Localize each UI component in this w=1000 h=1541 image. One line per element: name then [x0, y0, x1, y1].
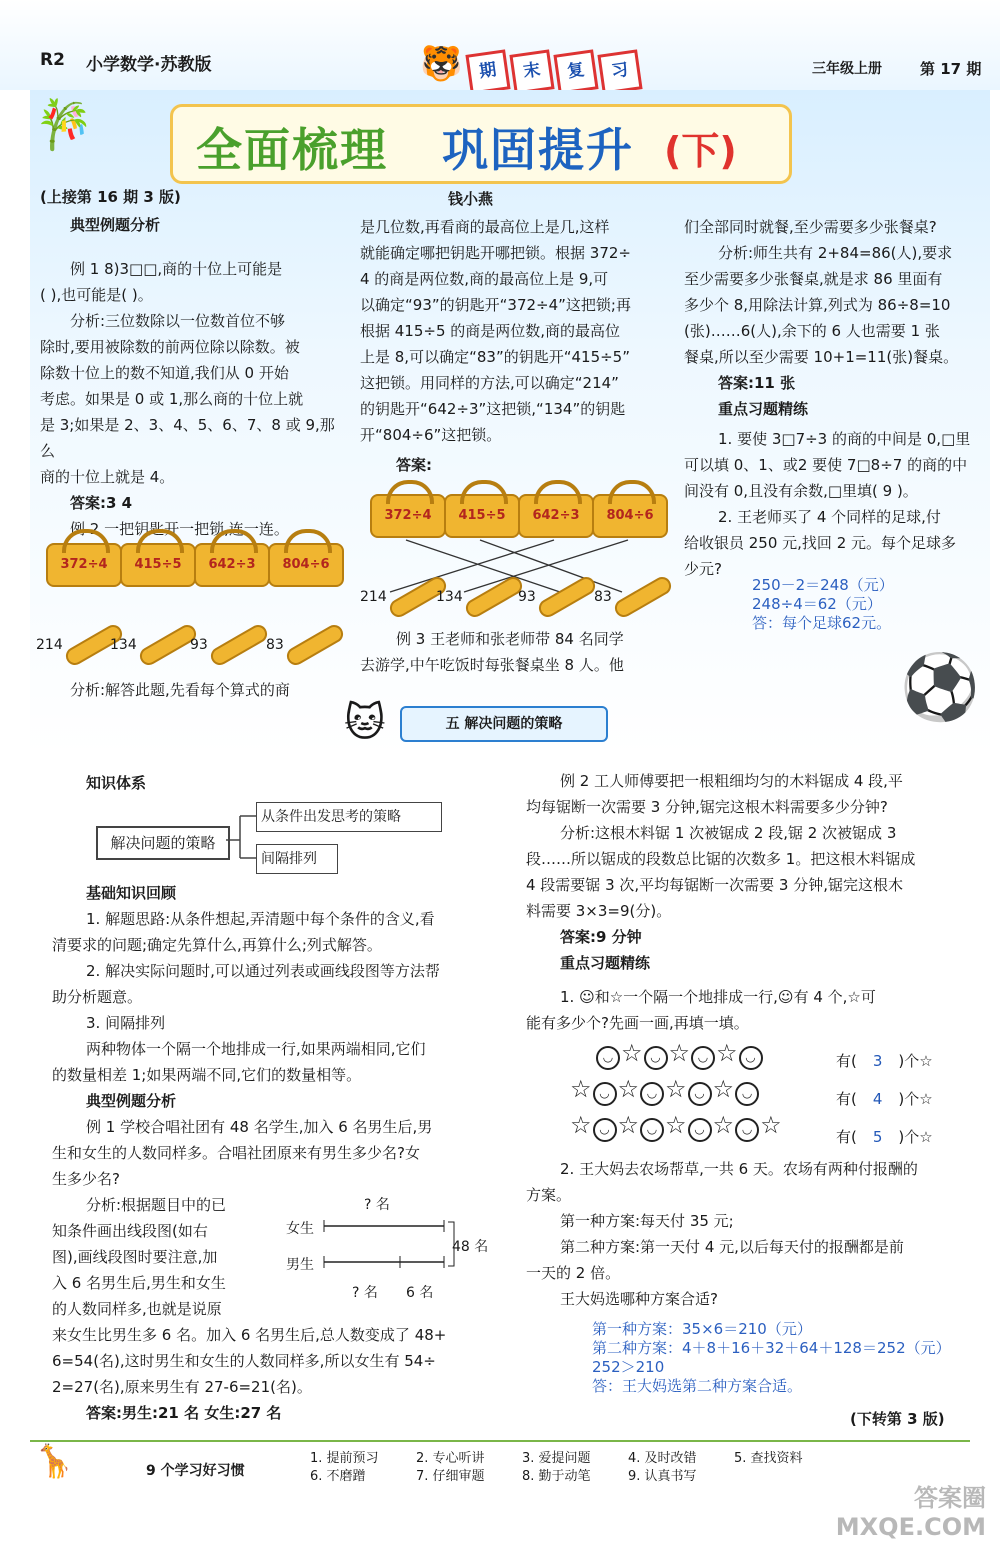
- habit-item: 9. 认真书写: [628, 1469, 697, 1484]
- lock: 415÷5: [444, 494, 520, 538]
- q2-line: 2. 王老师买了 4 个同样的足球,付: [718, 508, 941, 526]
- key: [190, 636, 270, 654]
- handwritten-answer: [592, 1320, 951, 1396]
- habit-item: 1. 提前预习: [310, 1451, 379, 1466]
- basics-line: 助分析题意。: [52, 988, 143, 1006]
- smile-icon: ◡: [735, 1118, 759, 1142]
- header-tag-2: 末: [509, 49, 554, 94]
- q2-line: 第一种方案:每天付 35 元;: [560, 1212, 734, 1230]
- ex2-analysis-line: 料需要 3×3=9(分)。: [526, 902, 672, 920]
- smile-icon: ◡: [593, 1118, 617, 1142]
- tree-branch: 间隔排列: [256, 844, 338, 874]
- count-post: )个☆: [898, 1090, 933, 1108]
- ex1-analysis-line: 图),画线段图时要注意,加: [52, 1248, 218, 1266]
- lock: 415÷5: [120, 543, 196, 587]
- footer-title: 9 个学习好习惯: [146, 1463, 245, 1479]
- handwritten-answer: [752, 576, 894, 633]
- column-3: [684, 214, 984, 582]
- key-label: 93: [518, 589, 536, 605]
- header-tag-3: 复: [553, 49, 598, 94]
- smile-icon: ◡: [596, 1046, 620, 1070]
- analysis-line: 分析:三位数除以一位数首位不够: [70, 312, 286, 330]
- q1-line: 可以填 0、1、或2 要使 7□8÷7 的商的中: [684, 456, 968, 474]
- example3-line: 例 3 王老师和张老师带 84 名同学: [396, 630, 624, 648]
- key-label: 83: [266, 637, 284, 653]
- ex1-answer: 答案:男生:21 名 女生:27 名: [86, 1404, 282, 1422]
- section-title: 五 解决问题的策略: [400, 706, 608, 742]
- analysis-line: 商的十位上就是 4。: [40, 468, 175, 486]
- hw-line: 250－2＝248（元）: [752, 576, 894, 594]
- tree-root: 解决问题的策略: [96, 826, 230, 860]
- q2-line: 2. 王大妈去农场帮草,一共 6 天。农场有两种付报酬的: [560, 1160, 918, 1178]
- lock: 804÷6: [268, 543, 344, 587]
- q1-line: 能有多少个?先画一画,再填一填。: [526, 1014, 749, 1032]
- pattern-row-2: [570, 1075, 760, 1106]
- tree-branch: 从条件出发思考的策略: [256, 802, 442, 832]
- col3-line: 至少需要多少张餐桌,就是求 86 里面有: [684, 270, 943, 288]
- tiger-mascot-icon: 🐯: [420, 44, 463, 84]
- diagram-total-label: 48 名: [452, 1239, 489, 1255]
- ex2-line: 均每锯断一次需要 3 分钟,锯完这根木料需要多少分钟?: [526, 798, 888, 816]
- continue-to: (下转第 3 版): [850, 1410, 945, 1428]
- ex1-line: 例 1 学校合唱社团有 48 名学生,加入 6 名男生后,男: [86, 1118, 433, 1136]
- ex1-analysis-line: 入 6 名男生后,男生和女生: [52, 1274, 226, 1292]
- example1-answer: 答案:3 4: [70, 494, 133, 512]
- star-icon: ☆: [570, 1111, 592, 1139]
- ex2-analysis-line: 4 段需要锯 3 次,平均每锯断一次需要 3 分钟,锯完这根木: [526, 876, 904, 894]
- col3-answer: 答案:11 张: [718, 374, 796, 392]
- star-icon: ☆: [621, 1039, 643, 1067]
- example3-line: 去游学,中午吃饭时每张餐桌坐 8 人。他: [360, 656, 624, 674]
- habit-item: 5. 查找资料: [734, 1451, 803, 1466]
- key-label: 134: [110, 637, 137, 653]
- analysis-line: 除时,要用被除数的前两位除以除数。被: [40, 338, 300, 356]
- continued-from: (上接第 16 期 3 版): [40, 188, 181, 206]
- diagram-six-label: 6 名: [406, 1285, 434, 1301]
- count-value: 5: [872, 1128, 883, 1146]
- smile-icon: ◡: [640, 1118, 664, 1142]
- star-icon: ☆: [570, 1075, 592, 1103]
- analysis-line: 考虑。如果是 0 或 1,那么商的十位上就: [40, 390, 304, 408]
- lower-left-text: [52, 880, 508, 1426]
- smile-icon: ◡: [688, 1082, 712, 1106]
- banner-title-blue: 巩固提升: [442, 123, 634, 177]
- lock: 804÷6: [592, 494, 668, 538]
- basics-line: 3. 间隔排列: [86, 1014, 166, 1032]
- header-tag-4: 习: [597, 49, 642, 94]
- key: [266, 636, 346, 654]
- diagram-q2-label: ? 名: [352, 1285, 378, 1301]
- col2-answer-label: 答案:: [396, 456, 432, 474]
- ex1-analysis-line: 分析:根据题目中的已: [86, 1196, 227, 1214]
- diagram-boy-label: 男生: [286, 1257, 314, 1273]
- giraffe-icon: 🦒: [34, 1442, 74, 1480]
- col3-line: 多少个 8,用除法计算,列式为 86÷8=10: [684, 296, 951, 314]
- basics-line: 清要求的问题;确定先算什么,再算什么;列式解答。: [52, 936, 382, 954]
- typical-heading: 典型例题分析: [86, 1092, 177, 1110]
- q1-line: 1. 要使 3□7÷3 的商的中间是 0,□里: [718, 430, 971, 448]
- col2-line: 是几位数,再看商的最高位上是几,这样: [360, 218, 610, 236]
- example2-prompt: 例 2 一把钥匙开一把锁,连一连。: [70, 520, 289, 538]
- key-label: 134: [436, 589, 463, 605]
- watermark: 答案圈 MXQE.COM: [835, 1484, 986, 1541]
- col2-line: 就能确定哪把钥匙开哪把锁。根据 372÷: [360, 244, 631, 262]
- example1-line1: 例 1 8)3□□,商的十位上可能是: [70, 260, 283, 278]
- q2-line: 王大妈选哪种方案合适?: [560, 1290, 718, 1308]
- hw-line: 第二种方案：4＋8＋16＋32＋64＋128＝252（元）: [592, 1339, 951, 1357]
- diagram-girl-label: 女生: [286, 1221, 314, 1237]
- heading-typical-examples: 典型例题分析: [70, 216, 161, 234]
- ex2-answer: 答案:9 分钟: [560, 928, 642, 946]
- key-label: 93: [190, 637, 208, 653]
- star-icon: ☆: [617, 1075, 640, 1103]
- hw-line: 第一种方案：35×6＝210（元）: [592, 1320, 812, 1338]
- ex1-line: 生多少名?: [52, 1170, 120, 1188]
- grade-label: 三年级上册: [812, 61, 882, 77]
- ex2-analysis-line: 段……所以锯成的段数总比锯的次数多 1。把这根木料锯成: [526, 850, 916, 868]
- hw-line: 248÷4＝62（元）: [752, 595, 882, 613]
- habit-item: 3. 爱提问题: [522, 1451, 591, 1466]
- smile-icon: ◡: [691, 1046, 715, 1070]
- knowledge-system-heading: 知识体系: [86, 774, 147, 792]
- col2-line: 这把锁。用同样的方法,可以确定“214”: [360, 374, 619, 392]
- ex1-analysis-line: 2=27(名),原来男生有 27-6=21(名)。: [52, 1378, 312, 1396]
- lock: 642÷3: [194, 543, 270, 587]
- smile-icon: ◡: [688, 1118, 712, 1142]
- habit-item: 8. 勤于动笔: [522, 1469, 591, 1484]
- column-1: [40, 212, 340, 542]
- key: [436, 588, 525, 606]
- ex1-analysis-line: 来女生比男生多 6 名。加入 6 名男生后,总人数变成了 48+: [52, 1326, 447, 1344]
- q1-line: 间没有 0,且没有余数,□里填( 9 )。: [684, 482, 918, 500]
- star-icon: ☆: [716, 1039, 738, 1067]
- q2-line: 给收银员 250 元,找回 2 元。每个足球多: [684, 534, 957, 552]
- ex1-analysis-line: 的人数同样多,也就是说原: [52, 1300, 222, 1318]
- star-icon: ☆: [617, 1111, 640, 1139]
- tree-connector: [226, 814, 258, 862]
- col2-line: 上是 8,可以确定“83”的钥匙开“415÷5”: [360, 348, 630, 366]
- count-pre: 有(: [836, 1052, 857, 1070]
- key: [518, 588, 598, 606]
- count-row: [836, 1126, 933, 1147]
- habit-item: 6. 不磨蹭: [310, 1469, 366, 1484]
- col2-line: 开“804÷6”这把锁。: [360, 426, 502, 444]
- col2-line: 根据 415÷5 的商是两位数,商的最高位: [360, 322, 621, 340]
- basics-line: 两种物体一个隔一个地排成一行,如果两端相同,它们: [86, 1040, 426, 1058]
- col3-line: (张)……6(人),余下的 6 人也需要 1 张: [684, 322, 940, 340]
- count-value: 3: [872, 1052, 883, 1070]
- subject-label: 小学数学·苏教版: [86, 55, 212, 75]
- q2-line: 第二种方案:第一天付 4 元,以后每天付的报酬都是前: [560, 1238, 904, 1256]
- key: [110, 636, 199, 654]
- ex2-line: 例 2 工人师傅要把一根粗细均匀的木料锯成 4 段,平: [560, 772, 903, 790]
- ex1-analysis-line: 6=54(名),这时男生和女生的人数同样多,所以女生有 54÷: [52, 1352, 436, 1370]
- q2-block: [526, 1156, 976, 1312]
- count-pre: 有(: [836, 1090, 857, 1108]
- col2-line: 的钥匙开“642÷3”这把锁,“134”的钥匙: [360, 400, 626, 418]
- ex1-line: 生和女生的人数同样多。合唱社团原来有男生多少名?女: [52, 1144, 420, 1162]
- practice-heading: 重点习题精练: [718, 400, 809, 418]
- analysis-line: 是 3;如果是 2、3、4、5、6、7、8 或 9,那么: [40, 416, 335, 460]
- key-label: 214: [36, 637, 63, 653]
- banner-title-red: (下): [664, 129, 737, 173]
- issue-label: 第 17 期: [920, 60, 982, 78]
- col3-line: 餐桌,所以至少需要 10+1=11(张)餐桌。: [684, 348, 959, 366]
- q2-line: 方案。: [526, 1186, 572, 1204]
- ex2-analysis-line: 分析:这根木料锯 1 次被锯成 2 段,锯 2 次被锯成 3: [560, 824, 897, 842]
- count-row: [836, 1050, 933, 1071]
- key-label: 214: [360, 589, 387, 605]
- soccer-boy-icon: ⚽: [900, 651, 980, 725]
- smile-icon: ◡: [735, 1082, 759, 1106]
- count-post: )个☆: [898, 1052, 933, 1070]
- smile-icon: ◡: [739, 1046, 763, 1070]
- lock: 372÷4: [46, 543, 122, 587]
- basics-line: 的数量相差 1;如果两端不同,它们的数量相等。: [52, 1066, 362, 1084]
- hw-line: 答：王大妈选第二种方案合适。: [592, 1377, 803, 1395]
- star-icon: ☆: [760, 1111, 782, 1139]
- q2-line: 少元?: [684, 560, 722, 578]
- hw-line: 答：每个足球62元。: [752, 614, 892, 632]
- lock: 642÷3: [518, 494, 594, 538]
- segment-lines: [320, 1208, 460, 1284]
- pattern-row-1: [596, 1039, 764, 1070]
- basics-heading: 基础知识回顾: [86, 884, 177, 902]
- bamboo-icon: 🎋: [34, 97, 94, 153]
- match-line: [390, 540, 554, 592]
- habits-list: [310, 1450, 870, 1486]
- star-icon: ☆: [665, 1111, 687, 1139]
- count-value: 4: [872, 1090, 883, 1108]
- col2-line: 以确定“93”的钥匙开“372÷4”这把锁;再: [360, 296, 631, 314]
- col3-line: 们全部同时就餐,至少需要多少张餐桌?: [684, 218, 937, 236]
- habit-item: 7. 仔细审题: [416, 1469, 485, 1484]
- example2-analysis: 分析:解答此题,先看每个算式的商: [70, 681, 290, 699]
- lock: 372÷4: [370, 494, 446, 538]
- smile-icon: ◡: [644, 1046, 668, 1070]
- smile-icon: ◡: [640, 1082, 664, 1106]
- star-icon: ☆: [668, 1039, 691, 1067]
- banner-title-green: 全面梳理: [196, 123, 388, 177]
- habit-item: 4. 及时改错: [628, 1451, 697, 1466]
- example1-line2: ( ),也可能是( )。: [40, 286, 153, 304]
- column-2: [360, 214, 662, 478]
- count-pre: 有(: [836, 1128, 857, 1146]
- ex1-analysis-line: 知条件画出线段图(如右: [52, 1222, 208, 1240]
- key-label: 83: [594, 589, 612, 605]
- practice-heading: 重点习题精练: [560, 954, 651, 972]
- analysis-line: 除数十位上的数不知道,我们从 0 开始: [40, 364, 289, 382]
- col3-line: 分析:师生共有 2+84=86(人),要求: [718, 244, 953, 262]
- segment-diagram: [280, 1194, 510, 1304]
- smile-icon: ◡: [593, 1082, 617, 1106]
- cat-mascot-icon: 🐱: [344, 700, 386, 746]
- author: 钱小燕: [448, 190, 494, 208]
- star-icon: ☆: [712, 1075, 735, 1103]
- lower-right-text: [526, 768, 976, 1036]
- basics-line: 1. 解题思路:从条件想起,弄清题中每个条件的含义,看: [86, 910, 435, 928]
- q2-line: 一天的 2 倍。: [526, 1264, 621, 1282]
- header-tag-1: 期: [465, 49, 510, 94]
- pattern-row-3: [570, 1111, 783, 1142]
- habit-item: 2. 专心听讲: [416, 1451, 485, 1466]
- q1-line: 1. ☺和☆一个隔一个地排成一行,☺有 4 个,☆可: [560, 988, 876, 1006]
- page-code: R2: [40, 50, 65, 70]
- count-post: )个☆: [898, 1128, 933, 1146]
- hw-line: 252＞210: [592, 1358, 665, 1376]
- key: [594, 588, 674, 606]
- count-row: [836, 1088, 933, 1109]
- match-line: [464, 540, 628, 592]
- col2-line: 4 的商是两位数,商的最高位上是 9,可: [360, 270, 609, 288]
- diagram-q-label: ? 名: [364, 1197, 390, 1213]
- star-icon: ☆: [665, 1075, 687, 1103]
- star-icon: ☆: [712, 1111, 735, 1139]
- basics-line: 2. 解决实际问题时,可以通过列表或画线段图等方法帮: [86, 962, 440, 980]
